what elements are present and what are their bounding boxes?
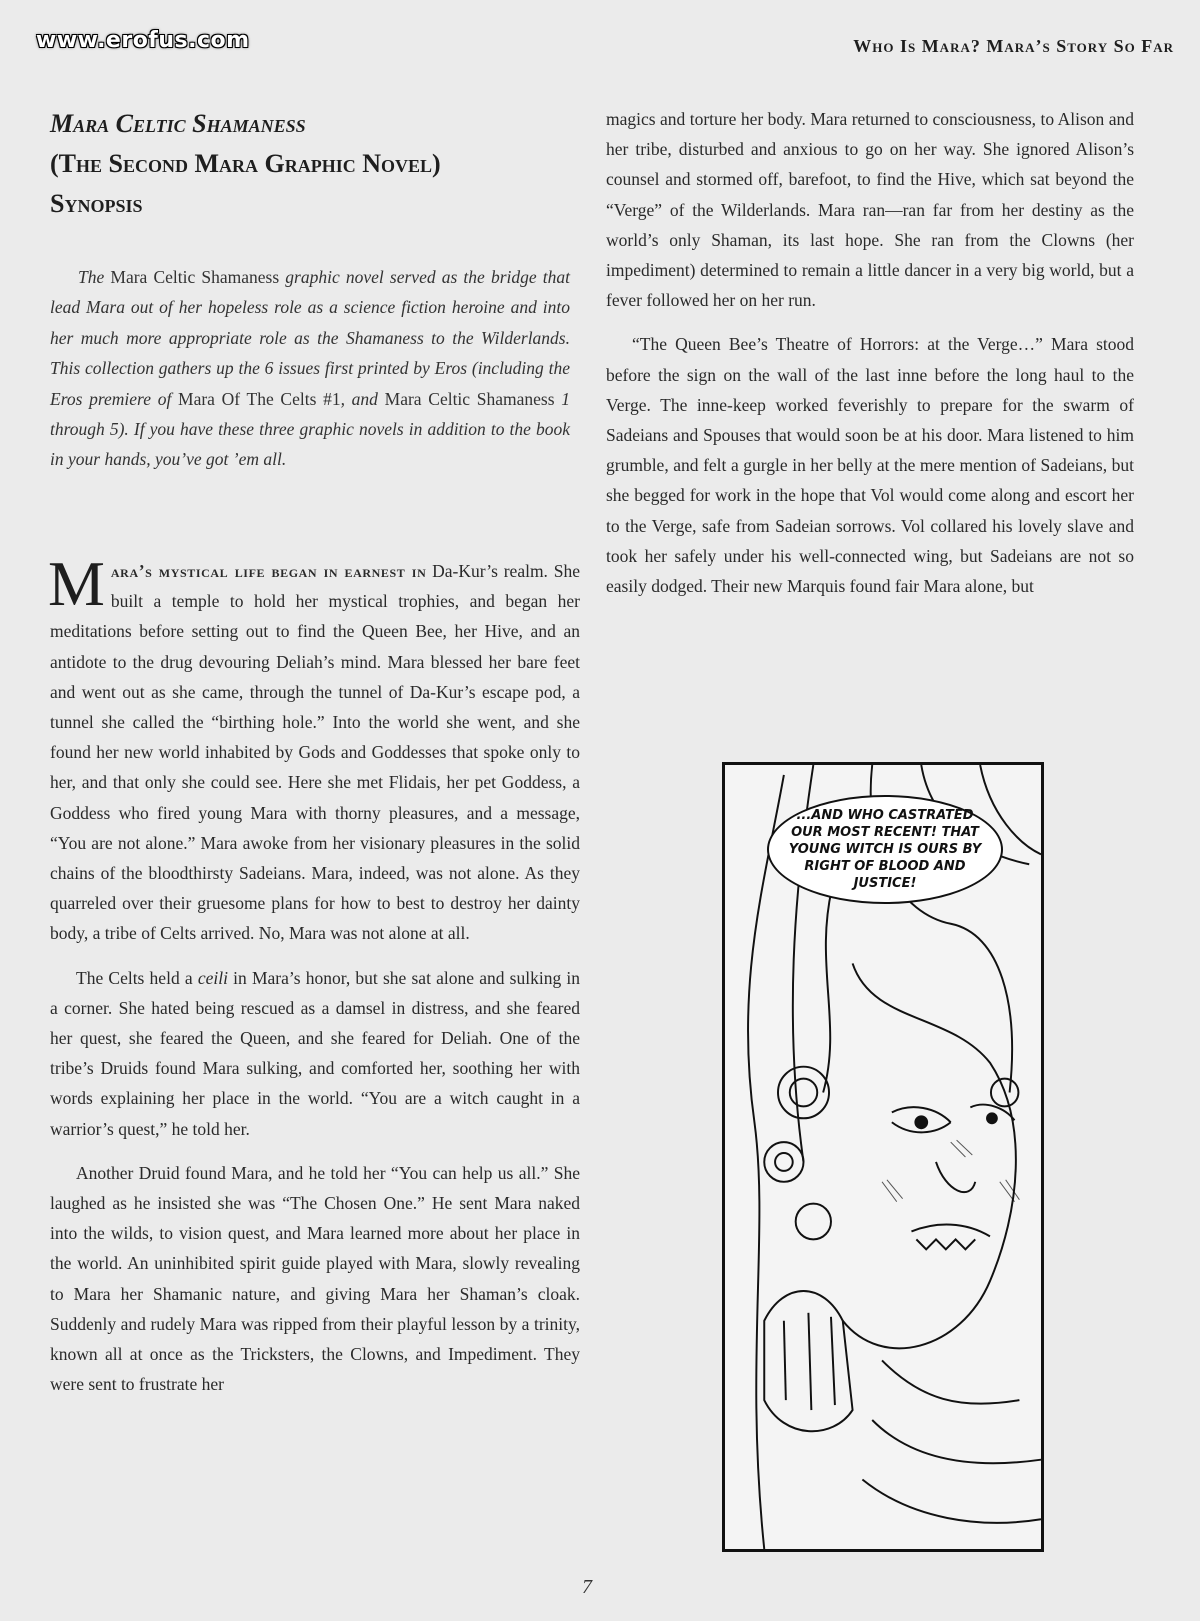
speech-balloon: ...AND WHO CASTRATED OUR MOST RECENT! THAT YOUNG WITCH IS OURS BY RIGHT OF BLOOD AND JUSTICE! — [767, 795, 1003, 904]
body-paragraph-1-text: Da-Kur’s realm. She built a temple to hold her mystical trophies, and began her meditations before setting out to find the Queen Bee, her Hive, and an antidote to the drug devouring Deliah’s mind. Mara blessed her bare feet and went out as she came, through the tunnel of Da-Kur’s escape pod, a tunnel she called the “birthing hole.” Into the world she went, and she found her new world inhabited by Gods and Goddesses that spoke only to her, and that only she could see. Here she met Flidais, her pet Goddess, a Goddess who fired young Mara with thorny pleasures, and a message, “You are not alone.” Mara awoke from her visionary pleasures in the solid chains of the bloodthirsty Sadeians. Mara, indeed, was not alone. As they quarreled over their gruesome plans for how to best to destroy her dainty body, a tribe of Celts arrived. No, Mara was not alone at all. — [50, 561, 580, 944]
intro-title-2: Mara Of The Celts #1 — [178, 388, 341, 409]
section-title — [50, 104, 570, 224]
running-head: Who Is Mara? Mara’s Story So Far — [853, 36, 1174, 56]
intro-text-1: The — [78, 267, 105, 287]
lead-in: ara’s mystical life began in earnest in — [110, 561, 427, 581]
body-paragraph-4: magics and torture her body. Mara returned to consciousness, to Alison and her tribe, disturbed and anxious to go on her way. She ignored Alison’s counsel and stormed off, barefoot, to find the Hive, which sat beyond the “Verge” of the Wilderlands. Mara ran—ran far from her destiny as the world’s only Shaman, its last hope. She ran from the Clowns (her impediment) determined to remain a little dancer in a very big world, but a fever followed her on her run. — [606, 109, 1134, 311]
intro-text-2: graphic novel served as the bridge that lead Mara out of her hopeless role as a science fiction heroine and into her much more appropriate role as the Shamaness to the Wilderlands. This collection gathers up the 6 issues first printed by Eros (including the Eros premiere of — [50, 267, 570, 409]
comic-panel — [722, 762, 1044, 1552]
intro-text-4: 1 through 5). If you have these three graphic novels in addition to the book in your hands, you’ve got ’em all. — [50, 388, 570, 470]
body-paragraph-2-italic: ceili — [197, 967, 228, 988]
intro-paragraph — [50, 262, 570, 475]
title-line-1: Mara Celtic Shamaness — [50, 109, 306, 138]
title-line-3: Synopsis — [50, 189, 143, 218]
page-number: 7 — [582, 1576, 592, 1598]
body-paragraph-2 — [50, 963, 580, 1144]
body-paragraph-1 — [48, 548, 580, 949]
right-column — [606, 104, 1134, 615]
intro-text-3: , and — [340, 388, 385, 409]
title-line-2: (The Second Mara Graphic Novel) — [50, 149, 441, 178]
left-column — [48, 548, 581, 1413]
body-paragraph-2-b: in Mara’s honor, but she sat alone and sulking in a corner. She hated being rescued as a damsel in distress, and she feared her quest, she feared the Queen, and she feared for Deliah. One of the tribe’s Druids found Mara sulking, and comforted her, soothing her with words explaining her place in the world. “You are a witch caught in a warrior’s quest,” he told her. — [50, 967, 581, 1139]
watermark: www.erofus.com — [36, 28, 250, 53]
intro-title-1: Mara Celtic Shamaness — [104, 267, 286, 287]
body-paragraph-2-a: The Celts held a — [76, 967, 198, 988]
intro-title-3: Mara Celtic Shamaness — [384, 388, 562, 409]
body-paragraph-5: “The Queen Bee’s Theatre of Horrors: at the Verge…” Mara stood before the sign on the wall of the last inne before the long haul to the Verge. The inne-keep worked feverishly to prepare for the swarm of Sadeians and Spouses that would soon be at his door. Mara listened to him grumble, and felt a gurgle in her belly at the mere mention of Sadeians, but she begged for work in the hope that Vol would come along and escort her to the Verge, safe from Sadeian sorrows. Vol collared his lovely slave and took her safely under his well-connected wing, but Sadeians are not so easily dodged. Their new Marquis found fair Mara alone, but — [606, 334, 1134, 597]
drop-cap: M — [48, 548, 105, 619]
body-paragraph-3: Another Druid found Mara, and he told her “You can help us all.” She laughed as he insisted she was “The Chosen One.” He sent Mara naked into the wilds, to vision quest, and Mara learned more about her place in the world. An uninhibited spirit guide played with Mara, slowly revealing to Mara her Shamanic nature, and giving Mara her Shaman’s cloak. Suddenly and rudely Mara was ripped from their playful lesson by a trinity, known all at once as the Tricksters, the Clowns, and Impediment. They were sent to frustrate her — [50, 1162, 580, 1395]
